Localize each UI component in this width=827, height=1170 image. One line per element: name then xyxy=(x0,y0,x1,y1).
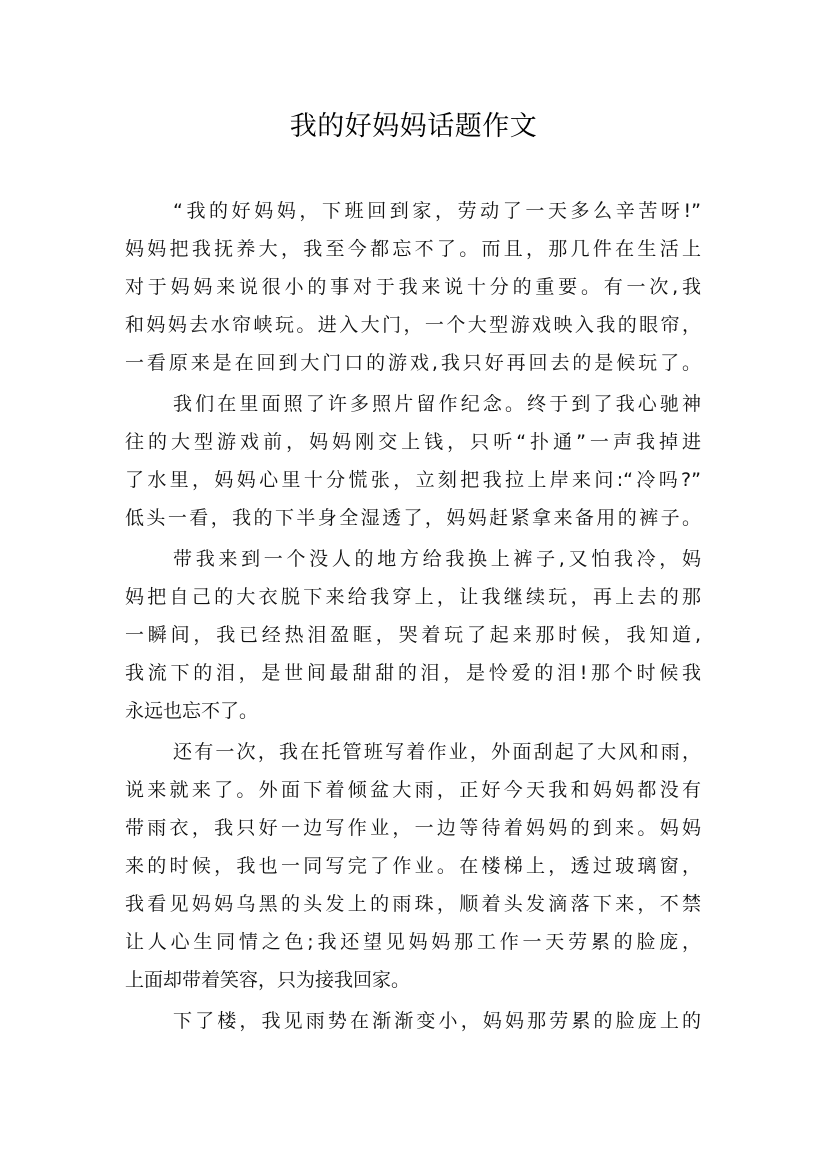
text-line: 和妈妈去水帘峡玩。进入大门，一个大型游戏映入我的眼帘， xyxy=(125,314,701,336)
text-line: 来的时候，我也一同写完了作业。在楼梯上，透过玻璃窗， xyxy=(125,855,701,877)
text-line: 了水里，妈妈心里十分慌张，立刻把我拉上岸来问:“冷吗?” xyxy=(125,469,701,491)
text-line: 低头一看，我的下半身全湿透了，妈妈赶紧拿来备用的裤子。 xyxy=(125,507,701,529)
text-line: 妈把自己的大衣脱下来给我穿上，让我继续玩，再上去的那 xyxy=(125,586,701,608)
text-line: 永远也忘不了。 xyxy=(125,700,259,722)
text-line: 对于妈妈来说很小的事对于我来说十分的重要。有一次,我 xyxy=(125,276,701,298)
text-line: 带我来到一个没人的地方给我换上裤子,又怕我冷，妈 xyxy=(173,548,701,570)
text-line: 一瞬间，我已经热泪盈眶，哭着玩了起来那时候，我知道, xyxy=(125,624,701,646)
text-line: 我们在里面照了许多照片留作纪念。终于到了我心驰神 xyxy=(173,393,701,415)
text-line: 我看见妈妈乌黑的头发上的雨珠，顺着头发滴落下来，不禁 xyxy=(125,893,701,915)
text-line: 往的大型游戏前，妈妈刚交上钱，只听“扑通”一声我掉进 xyxy=(125,431,701,453)
text-line: 带雨衣，我只好一边写作业，一边等待着妈妈的到来。妈妈 xyxy=(125,817,701,839)
text-line: 一看原来是在回到大门口的游戏,我只好再回去的是候玩了。 xyxy=(125,352,701,374)
document-title: 我的好妈妈话题作文 xyxy=(289,111,538,142)
text-line: 说来就来了。外面下着倾盆大雨，正好今天我和妈妈都没有 xyxy=(125,779,701,801)
text-line: 让人心生同情之色;我还望见妈妈那工作一天劳累的脸庞， xyxy=(125,931,701,953)
text-line: 下了楼，我见雨势在渐渐变小，妈妈那劳累的脸庞上的 xyxy=(173,1010,701,1032)
text-line: 妈妈把我抚养大，我至今都忘不了。而且，那几件在生活上 xyxy=(125,238,701,260)
text-line: 上面却带着笑容，只为接我回家。 xyxy=(125,969,411,991)
text-line: 我流下的泪，是世间最甜甜的泪，是怜爱的泪!那个时候我 xyxy=(125,662,701,684)
text-line: “我的好妈妈，下班回到家，劳动了一天多么辛苦呀!” xyxy=(173,200,701,222)
text-line: 还有一次，我在托管班写着作业，外面刮起了大风和雨， xyxy=(173,741,701,763)
